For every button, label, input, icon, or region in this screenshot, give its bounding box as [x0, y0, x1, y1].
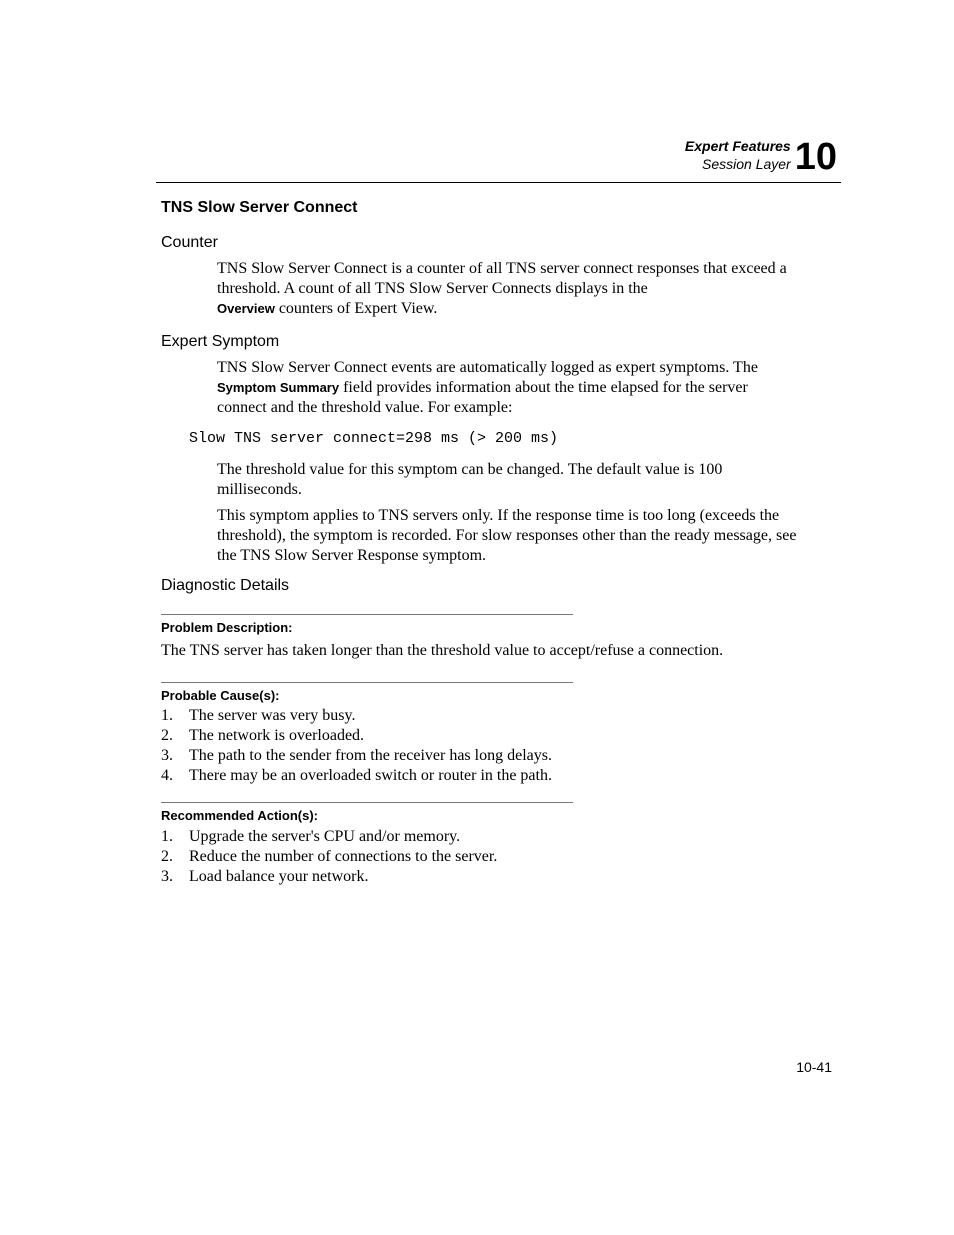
section-name: Session Layer — [702, 156, 791, 172]
list-text: The path to the sender from the receiver has long delays. — [189, 747, 552, 764]
actions-label: Recommended Action(s): — [161, 808, 318, 823]
scope-paragraph: This symptom applies to TNS servers only. If the response time is too long (exceeds the threshold), the symptom is recorded. For slow responses other than the ready message, see the TNS Slow Server Response symptom. — [217, 507, 797, 564]
list-item — [161, 847, 497, 867]
threshold-paragraph: The threshold value for this symptom can be changed. The default value is 100 milliseconds. — [217, 461, 723, 498]
list-item — [161, 827, 497, 847]
symptom-summary-term: Symptom Summary — [217, 380, 340, 395]
actions-list — [161, 827, 497, 887]
chapter-title: Expert Features — [684, 138, 791, 154]
list-number: 3. — [161, 747, 173, 764]
list-number: 2. — [161, 727, 173, 744]
divider — [161, 802, 573, 803]
page-number: 10-41 — [796, 1059, 832, 1075]
expert-symptom-paragraph — [217, 358, 797, 418]
running-header-text — [685, 137, 791, 173]
counter-text: TNS Slow Server Connect is a counter of all TNS server connect responses that exceed a threshold. A count of all TNS Slow Server Connects displays in the — [217, 260, 787, 297]
list-number: 3. — [161, 868, 173, 885]
list-text: Upgrade the server's CPU and/or memory. — [189, 828, 461, 845]
list-item — [161, 726, 552, 746]
symptom-text-end: field provides information about the time elapsed for the server connect and the threshold value. For example: — [217, 379, 748, 416]
counter-paragraph — [217, 259, 797, 319]
list-number: 1. — [161, 828, 173, 845]
list-number: 4. — [161, 767, 173, 784]
chapter-number: 10 — [794, 136, 837, 178]
list-text: Reduce the number of connections to the server. — [189, 848, 498, 865]
divider — [161, 682, 573, 683]
example-code: Slow TNS server connect=298 ms (> 200 ms) — [189, 430, 559, 447]
causes-list — [161, 706, 552, 786]
running-header — [685, 137, 837, 176]
list-text: The server was very busy. — [189, 707, 356, 724]
list-number: 2. — [161, 848, 173, 865]
list-item — [161, 766, 552, 786]
section-title: TNS Slow Server Connect — [161, 199, 358, 216]
list-number: 1. — [161, 707, 173, 724]
list-item — [161, 746, 552, 766]
list-item — [161, 867, 497, 887]
problem-label: Problem Description: — [161, 620, 293, 635]
counter-text-end: counters of Expert View. — [274, 300, 438, 317]
list-item — [161, 706, 552, 726]
diagnostic-heading: Diagnostic Details — [161, 577, 290, 594]
list-text: Load balance your network. — [189, 868, 369, 885]
problem-text: The TNS server has taken longer than the threshold value to accept/refuse a connection. — [161, 642, 724, 659]
counter-heading: Counter — [161, 234, 218, 251]
expert-symptom-heading: Expert Symptom — [161, 333, 280, 350]
list-text: The network is overloaded. — [189, 727, 365, 744]
causes-label: Probable Cause(s): — [161, 688, 280, 703]
list-text: There may be an overloaded switch or router in the path. — [189, 767, 552, 784]
header-divider — [156, 182, 841, 183]
symptom-text: TNS Slow Server Connect events are automatically logged as expert symptoms. The — [217, 359, 758, 376]
divider — [161, 614, 573, 615]
overview-term: Overview — [217, 301, 275, 316]
